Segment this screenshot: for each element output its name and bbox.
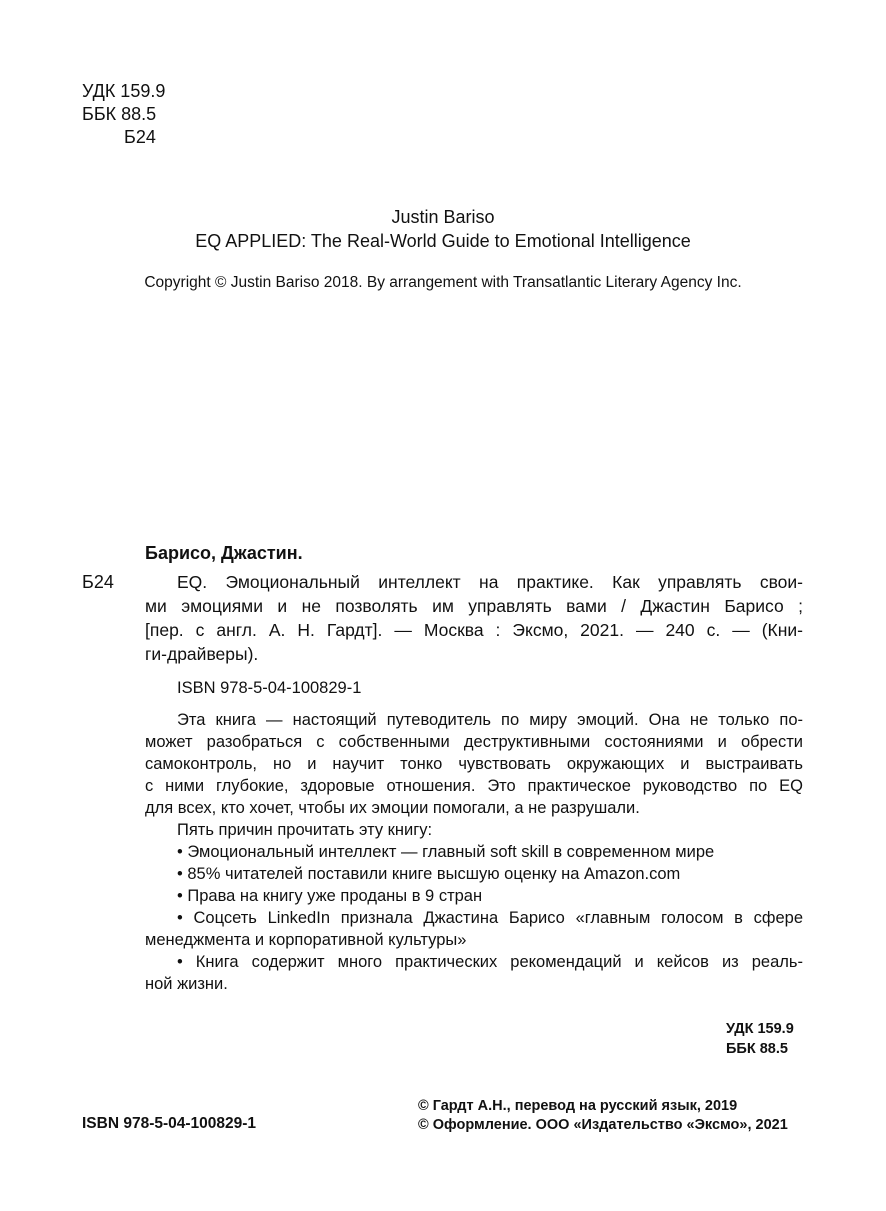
reason-item-5: • Книга содержит много практических рекомендаций и кейсов из реаль- xyxy=(177,953,803,971)
bib-line-4: ги-драйверы). xyxy=(145,644,259,664)
bbk-code-bottom: ББК 88.5 xyxy=(726,1041,788,1057)
bib-line-2: ми эмоциями и не позволять им управлять вами / Джастин Барисо ; xyxy=(145,596,803,616)
bbk-code-top: ББК 88.5 xyxy=(82,104,157,124)
reason-item-4: • Соцсеть LinkedIn признала Джастина Барисо «главным голосом в сфере xyxy=(177,909,803,927)
annotation-line-4: с ними глубокие, здоровые отношения. Это практическое руководство по EQ xyxy=(145,777,803,795)
design-copyright: © Оформление. ООО «Издательство «Эксмо», 2021 xyxy=(418,1117,788,1133)
reason-item-4-cont: менеджмента и корпоративной культуры» xyxy=(145,931,467,949)
translation-copyright: © Гардт А.Н., перевод на русский язык, 2019 xyxy=(418,1098,738,1114)
original-title: EQ APPLIED: The Real-World Guide to Emotional Intelligence xyxy=(195,231,691,251)
reason-item-1: • Эмоциональный интеллект — главный soft skill в современном мире xyxy=(177,843,715,861)
annotation-line-3: самоконтроль, но и научит тонко чувствовать окружающих и выстраивать xyxy=(145,755,803,773)
bib-line-3: [пер. с англ. А. Н. Гардт]. — Москва : Эксмо, 2021. — 240 с. — (Кни- xyxy=(145,620,803,640)
udk-code-bottom: УДК 159.9 xyxy=(726,1021,794,1037)
bib-author-heading: Барисо, Джастин. xyxy=(145,543,303,563)
original-author: Justin Bariso xyxy=(391,207,495,227)
original-copyright: Copyright © Justin Bariso 2018. By arrangement with Transatlantic Literary Agency Inc. xyxy=(144,274,742,291)
annotation-line-5: для всех, кто хочет, чтобы их эмоции помогали, а не разрушали. xyxy=(145,799,640,817)
annotation-line-1: Эта книга — настоящий путеводитель по миру эмоций. Она не только по- xyxy=(177,711,803,729)
reason-item-5-cont: ной жизни. xyxy=(145,975,228,993)
udk-code-top: УДК 159.9 xyxy=(82,81,166,101)
reason-item-3: • Права на книгу уже проданы в 9 стран xyxy=(177,887,483,905)
bib-isbn: ISBN 978-5-04-100829-1 xyxy=(177,679,362,697)
bib-line-1: EQ. Эмоциональный интеллект на практике. Как управлять свои- xyxy=(177,572,803,592)
bib-author-sign: Б24 xyxy=(82,572,114,592)
reasons-intro: Пять причин прочитать эту книгу: xyxy=(177,821,433,839)
reason-item-2: • 85% читателей поставили книге высшую оценку на Amazon.com xyxy=(177,865,681,883)
isbn-bottom: ISBN 978-5-04-100829-1 xyxy=(82,1115,257,1132)
annotation-line-2: может разобраться с собственными деструктивными состояниями и обрести xyxy=(145,733,803,751)
author-sign-top: Б24 xyxy=(124,127,156,147)
